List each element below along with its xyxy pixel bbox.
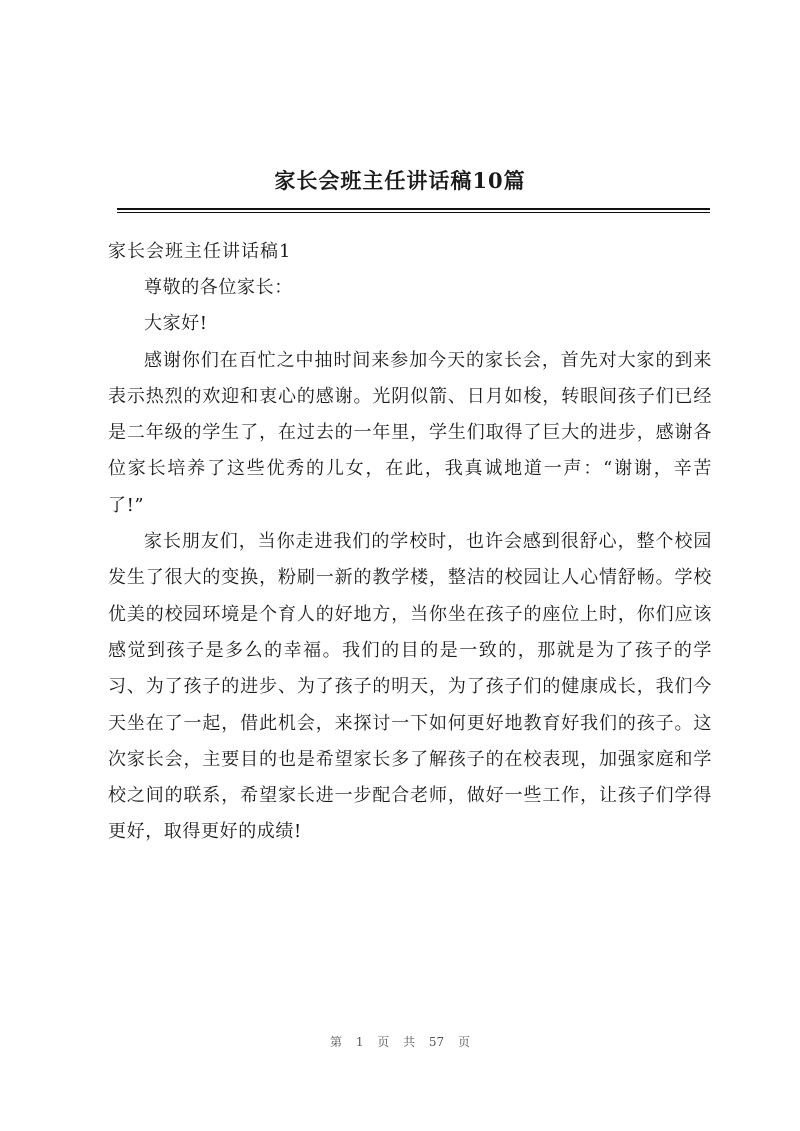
- title-divider: [117, 208, 710, 213]
- salutation-paragraph: 尊敬的各位家长：: [144, 277, 293, 298]
- greeting-paragraph: 大家好!: [144, 313, 208, 335]
- body-paragraph: 感谢你们在百忙之中抽时间来参加今天的家长会，首先对大家的到来表示热烈的欢迎和衷心的感谢。光阴似箭、日月如梭，转眼间孩子们已经是二年级的学生了，在过去的一年里，学生们取得了巨大的进步，感谢各位家长培养了这些优秀的儿女，在此，我真诚地道一声：“谢谢，辛苦了!”: [108, 349, 712, 516]
- document-title: 家长会班主任讲话稿10篇: [274, 168, 526, 193]
- section-heading: 家长会班主任讲话稿1: [108, 241, 292, 262]
- body-paragraph: 家长朋友们，当你走进我们的学校时，也许会感到很舒心，整个校园发生了很大的变换，粉刷一新的教学楼，整洁的校园让人心情舒畅。学校优美的校园环境是个育人的好地方，当你坐在孩子的座位上时，你们应该感觉到孩子是多么的幸福。我们的目的是一致的，那就是为了孩子的学习、为了孩子的进步、为了孩子的明天，为了孩子们的健康成长，我们今天坐在了一起，借此机会，来探讨一下如何更好地教育好我们的孩子。这次家长会，主要目的也是希望家长多了解孩子的在校表现，加强家庭和学校之间的联系，希望家长进一步配合老师，做好一些工作，让孩子们学得更好，取得更好的成绩!: [108, 531, 712, 843]
- body-text: [108, 270, 712, 851]
- page-footer: 第 1 页 共 57 页: [330, 1035, 470, 1049]
